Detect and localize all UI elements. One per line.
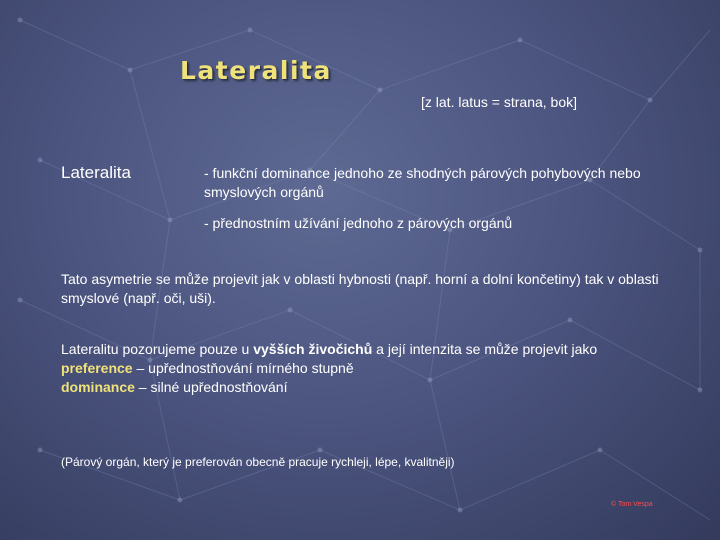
dominance-description: – silné upřednostňování <box>134 379 288 395</box>
footnote: (Párový orgán, který je preferován obecně pracuje rychleji, lépe, kvalitněji) <box>61 455 455 469</box>
preference-term: preference <box>61 360 133 376</box>
definition-term: Lateralita <box>61 163 131 182</box>
asymmetry-paragraph: Tato asymetrie se může projevit jak v oblasti hybnosti (např. horní a dolní končetiny) tak v oblasti smyslové (např. oči, uši). <box>61 271 659 306</box>
definition-text-2: - přednostním užívání jednoho z párových orgánů <box>204 215 513 231</box>
slide-title: Lateralita <box>180 56 332 85</box>
slide-subtitle: [z lat. latus = strana, bok] <box>421 94 578 110</box>
definition-text-1: - funkční dominance jednoho ze shodných párových pohybových nebo smyslových orgánů <box>204 165 641 200</box>
laterality-paragraph <box>61 340 681 397</box>
dominance-term: dominance <box>61 379 135 395</box>
laterality-intro-text: Lateralitu pozorujeme pouze u <box>61 341 254 357</box>
laterality-intro-rest: a její intenzita se může projevit jako <box>372 341 598 357</box>
copyright-notice: © Tom Vespa <box>611 501 653 508</box>
preference-description: – upřednostňování mírného stupně <box>132 360 354 376</box>
higher-animals-emphasis: vyšších živočichů <box>253 341 373 357</box>
